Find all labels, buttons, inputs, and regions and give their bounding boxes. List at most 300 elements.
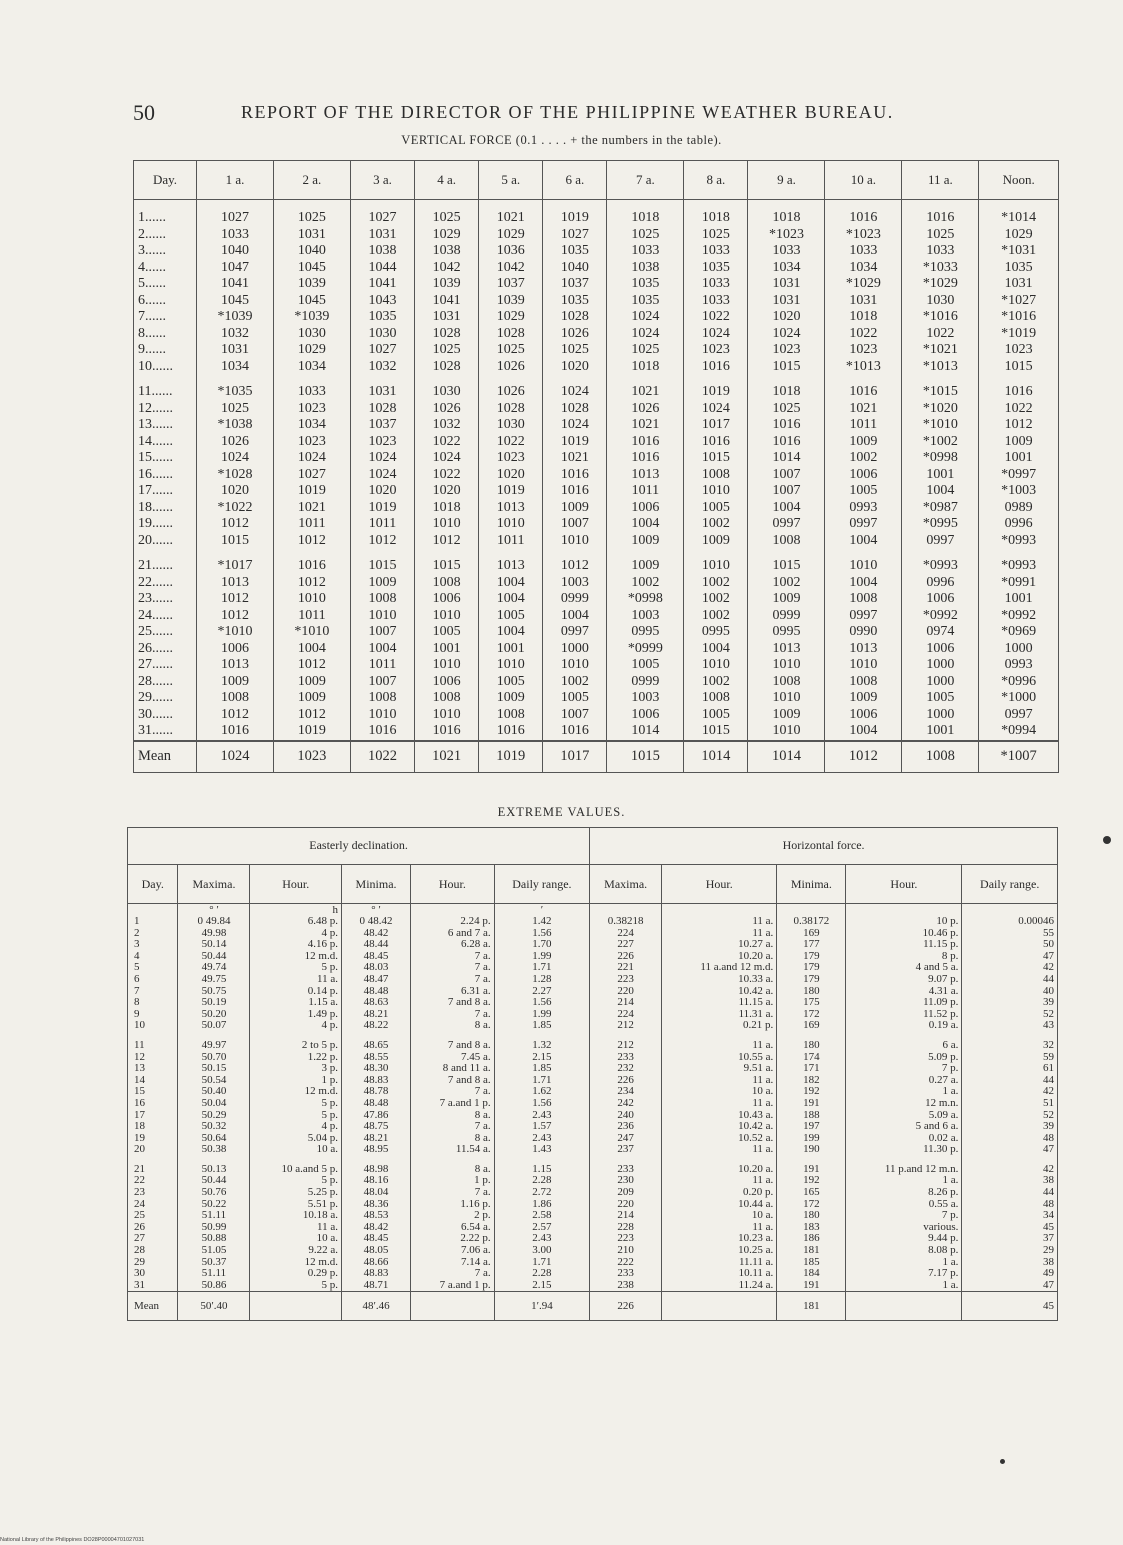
value-cell: 48.03 — [341, 962, 410, 974]
value-cell: 5.09 a. — [846, 1110, 962, 1122]
value-cell: 4 p. — [250, 1121, 341, 1133]
value-cell: 1006 — [902, 591, 979, 608]
mean-value — [250, 1292, 341, 1321]
value-cell: 1023 — [825, 342, 902, 359]
value-cell: 1009 — [825, 434, 902, 451]
value-cell: 233 — [590, 1268, 662, 1280]
value-cell: 1005 — [684, 707, 748, 724]
day-cell: 25...... — [134, 624, 197, 641]
table-row — [128, 1199, 1058, 1211]
value-cell: 8 a. — [411, 1020, 495, 1032]
value-cell: 1035 — [979, 260, 1059, 277]
value-cell: 1009 — [273, 674, 350, 691]
value-cell: 1001 — [979, 450, 1059, 467]
spacer-cell — [479, 375, 543, 384]
value-cell: 1009 — [273, 690, 350, 707]
value-cell: 1024 — [607, 309, 684, 326]
value-cell: 1026 — [415, 401, 479, 418]
day-cell: 1 — [128, 916, 178, 928]
value-cell: 1008 — [684, 690, 748, 707]
value-cell: 50.22 — [178, 1199, 250, 1211]
value-cell: 48.83 — [341, 1075, 410, 1087]
mean-value: 1014 — [748, 741, 825, 773]
value-cell: 9.51 a. — [662, 1063, 777, 1075]
value-cell: 228 — [590, 1222, 662, 1234]
day-cell: 15 — [128, 1086, 178, 1098]
value-cell: 50.38 — [178, 1144, 250, 1156]
table-row — [134, 558, 1059, 575]
value-cell: 1022 — [825, 326, 902, 343]
value-cell: 1035 — [350, 309, 414, 326]
value-cell: 5.04 p. — [250, 1133, 341, 1145]
value-cell: 0999 — [543, 591, 607, 608]
table-row — [134, 516, 1059, 533]
value-cell: 1.28 — [494, 974, 590, 986]
value-cell: 1016 — [197, 723, 274, 741]
value-cell: *1029 — [825, 276, 902, 293]
value-cell: 7 p. — [846, 1210, 962, 1222]
value-cell: 47 — [962, 1144, 1058, 1156]
value-cell: 5.25 p. — [250, 1187, 341, 1199]
table-row — [134, 657, 1059, 674]
value-cell: 2.28 — [494, 1175, 590, 1187]
value-cell: 2.43 — [494, 1133, 590, 1145]
value-cell: 10 a. — [250, 1144, 341, 1156]
value-cell: 0995 — [607, 624, 684, 641]
table-row — [134, 227, 1059, 244]
value-cell: 181 — [777, 1245, 846, 1257]
value-cell: 1.56 — [494, 997, 590, 1009]
value-cell: 1012 — [197, 591, 274, 608]
day-cell: 21...... — [134, 558, 197, 575]
value-cell: 1005 — [415, 624, 479, 641]
value-cell: 1025 — [607, 342, 684, 359]
value-cell: 1019 — [543, 434, 607, 451]
value-cell: 5 p. — [250, 1280, 341, 1292]
day-cell: 10...... — [134, 359, 197, 376]
value-cell: 11 a. — [662, 1144, 777, 1156]
value-cell: 1001 — [979, 591, 1059, 608]
value-cell: 1003 — [543, 575, 607, 592]
value-cell: 0999 — [748, 608, 825, 625]
table-row — [134, 293, 1059, 310]
day-cell: 26 — [128, 1222, 178, 1234]
value-cell: 1010 — [748, 723, 825, 741]
value-cell: 1026 — [479, 359, 543, 376]
value-cell: 1013 — [197, 657, 274, 674]
value-cell: 50.29 — [178, 1110, 250, 1122]
value-cell: 1012 — [273, 657, 350, 674]
mean-value: 1008 — [902, 741, 979, 773]
value-cell: 34 — [962, 1210, 1058, 1222]
day-cell: 8...... — [134, 326, 197, 343]
value-cell: 11 a. — [662, 1175, 777, 1187]
value-cell: 1005 — [479, 608, 543, 625]
value-cell: 1006 — [607, 500, 684, 517]
value-cell: 1022 — [479, 434, 543, 451]
value-cell: 48.63 — [341, 997, 410, 1009]
column-header: 3 a. — [350, 161, 414, 200]
value-cell: 1020 — [350, 483, 414, 500]
table-row — [134, 674, 1059, 691]
value-cell: 10.42 a. — [662, 1121, 777, 1133]
value-cell: 7 a. — [411, 974, 495, 986]
value-cell: 1002 — [543, 674, 607, 691]
day-cell: 5...... — [134, 276, 197, 293]
value-cell: 7 a. — [411, 1009, 495, 1021]
report-title: REPORT OF THE DIRECTOR OF THE PHILIPPINE WEATHER BUREAU. — [241, 102, 894, 122]
value-cell: 1040 — [543, 260, 607, 277]
value-cell: 6.31 a. — [411, 986, 495, 998]
column-header: Day. — [134, 161, 197, 200]
day-cell: 11 — [128, 1040, 178, 1052]
value-cell: 1000 — [902, 707, 979, 724]
value-cell: 11 a. — [662, 916, 777, 928]
value-cell: *0987 — [902, 500, 979, 517]
mean-value: 1022 — [350, 741, 414, 773]
value-cell: 1017 — [684, 417, 748, 434]
mean-value: 1014 — [684, 741, 748, 773]
value-cell: 48.45 — [341, 951, 410, 963]
day-cell: 2 — [128, 928, 178, 940]
mean-value: 1015 — [607, 741, 684, 773]
value-cell: 1001 — [902, 723, 979, 741]
value-cell: 0993 — [979, 657, 1059, 674]
spacer-cell — [479, 549, 543, 558]
value-cell: 1024 — [350, 450, 414, 467]
value-cell: 1023 — [350, 434, 414, 451]
column-header: 5 a. — [479, 161, 543, 200]
value-cell: 48 — [962, 1133, 1058, 1145]
value-cell: *1014 — [979, 200, 1059, 227]
value-cell: 1031 — [825, 293, 902, 310]
spacer-cell — [134, 375, 197, 384]
value-cell: 177 — [777, 939, 846, 951]
value-cell: 1.85 — [494, 1020, 590, 1032]
value-cell: 5 p. — [250, 1110, 341, 1122]
value-cell: 1027 — [197, 200, 274, 227]
value-cell: 7 a. — [411, 1268, 495, 1280]
value-cell: 10.44 a. — [662, 1199, 777, 1211]
value-cell: 1 a. — [846, 1280, 962, 1292]
value-cell: 48.95 — [341, 1144, 410, 1156]
table-row — [128, 962, 1058, 974]
value-cell: 48.48 — [341, 986, 410, 998]
value-cell: 1024 — [748, 326, 825, 343]
vertical-force-body — [134, 200, 1059, 773]
value-cell: 1023 — [479, 450, 543, 467]
value-cell: 2 to 5 p. — [250, 1040, 341, 1052]
day-cell: 22...... — [134, 575, 197, 592]
value-cell: 44 — [962, 1075, 1058, 1087]
value-cell: 1011 — [607, 483, 684, 500]
table-row — [134, 243, 1059, 260]
table-row — [128, 1175, 1058, 1187]
value-cell: 1028 — [415, 359, 479, 376]
unit-cell: ° ′ — [341, 904, 410, 917]
value-cell: 50.14 — [178, 939, 250, 951]
value-cell: 1008 — [825, 591, 902, 608]
spacer-cell — [748, 375, 825, 384]
value-cell: 1019 — [273, 483, 350, 500]
value-cell: *1015 — [902, 384, 979, 401]
table-row — [128, 1086, 1058, 1098]
value-cell: 1025 — [415, 342, 479, 359]
value-cell: 1010 — [350, 707, 414, 724]
day-cell: 11...... — [134, 384, 197, 401]
table-row — [128, 997, 1058, 1009]
value-cell: 180 — [777, 986, 846, 998]
day-cell: 24 — [128, 1199, 178, 1211]
mean-value — [846, 1292, 962, 1321]
value-cell: 1013 — [825, 641, 902, 658]
value-cell: *1013 — [902, 359, 979, 376]
value-cell: 59 — [962, 1052, 1058, 1064]
value-cell: 1024 — [543, 417, 607, 434]
table-row — [128, 1098, 1058, 1110]
value-cell: 1010 — [479, 516, 543, 533]
table-row — [128, 1245, 1058, 1257]
value-cell: 1031 — [350, 384, 414, 401]
table-row — [128, 974, 1058, 986]
value-cell: 1026 — [479, 384, 543, 401]
value-cell: 1 a. — [846, 1086, 962, 1098]
day-cell: 7 — [128, 986, 178, 998]
value-cell: 1024 — [543, 384, 607, 401]
value-cell: 0995 — [684, 624, 748, 641]
value-cell: 1007 — [748, 483, 825, 500]
spacer-cell — [902, 375, 979, 384]
column-header: Hour. — [846, 865, 962, 904]
value-cell: 1024 — [273, 450, 350, 467]
value-cell: 10.18 a. — [250, 1210, 341, 1222]
table-row — [134, 326, 1059, 343]
value-cell: 1034 — [825, 260, 902, 277]
value-cell: 1010 — [684, 483, 748, 500]
value-cell: 1012 — [197, 516, 274, 533]
value-cell: *0992 — [979, 608, 1059, 625]
table-row — [128, 939, 1058, 951]
value-cell: 1002 — [748, 575, 825, 592]
spacer-cell — [825, 375, 902, 384]
table-row — [134, 276, 1059, 293]
value-cell: 247 — [590, 1133, 662, 1145]
table-row — [128, 986, 1058, 998]
value-cell: 1025 — [748, 401, 825, 418]
day-cell: 16 — [128, 1098, 178, 1110]
value-cell: 1025 — [479, 342, 543, 359]
value-cell: 1031 — [197, 342, 274, 359]
value-cell: 50.44 — [178, 1175, 250, 1187]
value-cell: 48.42 — [341, 928, 410, 940]
value-cell: 1002 — [607, 575, 684, 592]
value-cell: 1001 — [902, 467, 979, 484]
spacer-row — [134, 549, 1059, 558]
spacer-cell — [979, 549, 1059, 558]
value-cell: 236 — [590, 1121, 662, 1133]
column-header: Hour. — [662, 865, 777, 904]
value-cell: 1029 — [415, 227, 479, 244]
value-cell: 1009 — [543, 500, 607, 517]
day-cell: 31 — [128, 1280, 178, 1292]
value-cell: 1031 — [979, 276, 1059, 293]
value-cell: 0997 — [748, 516, 825, 533]
table-row — [128, 1257, 1058, 1269]
value-cell: 0997 — [979, 707, 1059, 724]
value-cell: 49.75 — [178, 974, 250, 986]
value-cell: 1.42 — [494, 916, 590, 928]
value-cell: 1006 — [415, 674, 479, 691]
mean-value: 1′.94 — [494, 1292, 590, 1321]
value-cell: 1008 — [825, 674, 902, 691]
value-cell: 11.09 p. — [846, 997, 962, 1009]
mean-value: *1007 — [979, 741, 1059, 773]
value-cell: *0996 — [979, 674, 1059, 691]
value-cell: 8 a. — [411, 1110, 495, 1122]
table-row — [128, 1040, 1058, 1052]
value-cell: 1024 — [197, 450, 274, 467]
table-row — [134, 450, 1059, 467]
vertical-force-caption: VERTICAL FORCE (0.1 . . . . + the numbers in the table). — [401, 133, 722, 147]
value-cell: 12 m.d. — [250, 1257, 341, 1269]
value-cell: 1016 — [684, 359, 748, 376]
value-cell: 1016 — [415, 723, 479, 741]
value-cell: 1016 — [543, 483, 607, 500]
value-cell: *1028 — [197, 467, 274, 484]
value-cell: 2.15 — [494, 1052, 590, 1064]
value-cell: 1035 — [607, 276, 684, 293]
value-cell: 1008 — [415, 575, 479, 592]
value-cell: 11 a. — [662, 1222, 777, 1234]
value-cell: 1033 — [684, 276, 748, 293]
value-cell: 1006 — [607, 707, 684, 724]
value-cell: 186 — [777, 1233, 846, 1245]
value-cell: 1002 — [684, 516, 748, 533]
value-cell: 1029 — [979, 227, 1059, 244]
value-cell: 1010 — [273, 591, 350, 608]
day-cell: 19 — [128, 1133, 178, 1145]
value-cell: 49.74 — [178, 962, 250, 974]
value-cell: 10.11 a. — [662, 1268, 777, 1280]
value-cell: 0.02 a. — [846, 1133, 962, 1145]
value-cell: 191 — [777, 1164, 846, 1176]
value-cell: 224 — [590, 1009, 662, 1021]
value-cell: 11.15 p. — [846, 939, 962, 951]
value-cell: *0998 — [607, 591, 684, 608]
value-cell: 1004 — [479, 624, 543, 641]
value-cell: 1028 — [479, 326, 543, 343]
value-cell: 50.75 — [178, 986, 250, 998]
value-cell: 5 p. — [250, 962, 341, 974]
value-cell: 227 — [590, 939, 662, 951]
value-cell: 1012 — [273, 533, 350, 550]
value-cell: 1010 — [684, 558, 748, 575]
value-cell: 0 49.84 — [178, 916, 250, 928]
value-cell: 10.20 a. — [662, 1164, 777, 1176]
extreme-values-body — [128, 904, 1058, 1321]
value-cell: 7 a. — [411, 1187, 495, 1199]
value-cell: 1033 — [684, 293, 748, 310]
mean-value: 181 — [777, 1292, 846, 1321]
column-header: Daily range. — [494, 865, 590, 904]
value-cell: 1015 — [748, 558, 825, 575]
day-cell: 27...... — [134, 657, 197, 674]
value-cell: 237 — [590, 1144, 662, 1156]
value-cell: 10.42 a. — [662, 986, 777, 998]
value-cell: 0.38172 — [777, 916, 846, 928]
value-cell: *1000 — [979, 690, 1059, 707]
value-cell: 6.48 p. — [250, 916, 341, 928]
value-cell: 4.31 a. — [846, 986, 962, 998]
value-cell: 1020 — [479, 467, 543, 484]
value-cell: 179 — [777, 951, 846, 963]
value-cell: 0.14 p. — [250, 986, 341, 998]
column-header: Daily range. — [962, 865, 1058, 904]
value-cell: 230 — [590, 1175, 662, 1187]
value-cell: 1023 — [273, 434, 350, 451]
day-cell: 25 — [128, 1210, 178, 1222]
value-cell: 1006 — [197, 641, 274, 658]
value-cell: 1033 — [825, 243, 902, 260]
value-cell: 7.17 p. — [846, 1268, 962, 1280]
value-cell: 1034 — [273, 359, 350, 376]
value-cell: 1019 — [543, 200, 607, 227]
ink-spot-mark — [1103, 836, 1111, 844]
value-cell: 48.04 — [341, 1187, 410, 1199]
value-cell: 1018 — [748, 200, 825, 227]
value-cell: 38 — [962, 1175, 1058, 1187]
value-cell: 1018 — [825, 309, 902, 326]
day-cell: 27 — [128, 1233, 178, 1245]
value-cell: 1.71 — [494, 1257, 590, 1269]
value-cell: 10.33 a. — [662, 974, 777, 986]
value-cell: 1004 — [607, 516, 684, 533]
value-cell: 1002 — [684, 608, 748, 625]
value-cell: 1024 — [684, 401, 748, 418]
value-cell: 10 a. — [662, 1086, 777, 1098]
value-cell: 48.30 — [341, 1063, 410, 1075]
value-cell: 1021 — [825, 401, 902, 418]
value-cell: 1019 — [273, 723, 350, 741]
value-cell: 7 a. — [411, 1121, 495, 1133]
value-cell: 1018 — [607, 200, 684, 227]
table-row — [128, 1268, 1058, 1280]
value-cell: 37 — [962, 1233, 1058, 1245]
day-cell: 8 — [128, 997, 178, 1009]
value-cell: 1000 — [902, 674, 979, 691]
value-cell: 1012 — [979, 417, 1059, 434]
column-header: 2 a. — [273, 161, 350, 200]
spacer-cell — [748, 549, 825, 558]
value-cell: 1004 — [350, 641, 414, 658]
value-cell: 1018 — [684, 200, 748, 227]
value-cell: 1034 — [197, 359, 274, 376]
value-cell: 1010 — [479, 657, 543, 674]
value-cell: 7 a. — [411, 1086, 495, 1098]
value-cell: 0989 — [979, 500, 1059, 517]
column-header: 6 a. — [543, 161, 607, 200]
value-cell: 192 — [777, 1175, 846, 1187]
value-cell: 1013 — [479, 500, 543, 517]
value-cell: *1033 — [902, 260, 979, 277]
value-cell: 48.44 — [341, 939, 410, 951]
value-cell: 1.49 p. — [250, 1009, 341, 1021]
column-header: Noon. — [979, 161, 1059, 200]
value-cell: 226 — [590, 1075, 662, 1087]
value-cell: 1033 — [748, 243, 825, 260]
mean-label: Mean — [128, 1292, 178, 1321]
spacer-cell — [350, 549, 414, 558]
